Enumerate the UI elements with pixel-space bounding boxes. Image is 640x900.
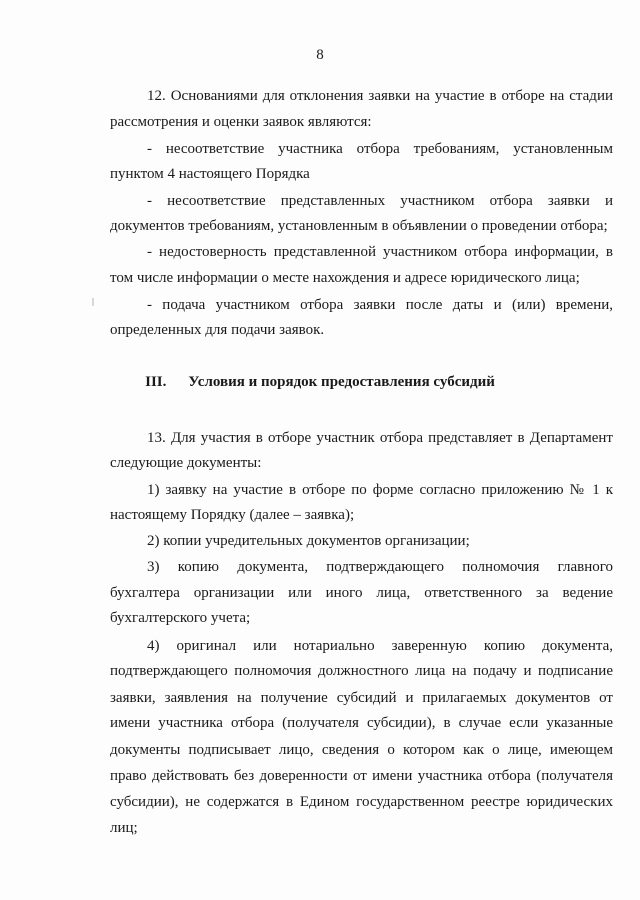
list-item-line: - несоответствие участника отбора требованиям, установленным bbox=[147, 141, 613, 157]
page-number: 8 bbox=[316, 47, 324, 63]
list-item-line: 3) копию документа, подтверждающего полномочия главного bbox=[147, 559, 613, 575]
paragraph-line: право действовать без доверенности от имени участника отбора (получателя bbox=[110, 768, 613, 784]
section-title: Условия и порядок предоставления субсидий bbox=[188, 374, 495, 390]
paragraph-line: рассмотрения и оценки заявок являются: bbox=[110, 114, 372, 130]
list-item-line: - подача участником отбора заявки после даты и (или) времени, bbox=[147, 297, 613, 313]
list-item-line: 2) копии учредительных документов организации; bbox=[147, 533, 470, 549]
paragraph-line: заявки, заявления на получение субсидий и прилагаемых документов от bbox=[110, 690, 613, 706]
paragraph-line: подтверждающего полномочия должностного лица на подачу и подписание bbox=[110, 663, 613, 679]
paragraph-line: 13. Для участия в отборе участник отбора представляет в Департамент bbox=[147, 430, 613, 446]
paragraph-line: документов требованиям, установленным в объявлении о проведении отбора; bbox=[110, 218, 608, 234]
list-item-line: 1) заявку на участие в отборе по форме согласно приложению № 1 к bbox=[147, 482, 613, 498]
paragraph-line: определенных для подачи заявок. bbox=[110, 322, 325, 338]
scan-artifact bbox=[92, 298, 94, 306]
paragraph-line: следующие документы: bbox=[110, 455, 262, 471]
paragraph-line: бухгалтера организации или иного лица, ответственного за ведение bbox=[110, 585, 613, 601]
paragraph-line: субсидии), не содержатся в Едином государственном реестре юридических bbox=[110, 794, 613, 810]
list-item-line: - недостоверность представленной участником отбора информации, в bbox=[147, 244, 613, 260]
paragraph-line: бухгалтерского учета; bbox=[110, 610, 251, 626]
list-item-line: 4) оригинал или нотариально заверенную копию документа, bbox=[147, 638, 613, 654]
paragraph-line: том числе информации о месте нахождения и адресе юридического лица; bbox=[110, 270, 580, 286]
paragraph-line: лиц; bbox=[110, 820, 138, 836]
paragraph-line: 12. Основаниями для отклонения заявки на участие в отборе на стадии bbox=[147, 88, 613, 104]
paragraph-line: пунктом 4 настоящего Порядка bbox=[110, 166, 310, 182]
section-number: III. bbox=[145, 374, 167, 390]
paragraph-line: имени участника отбора (получателя субсидии), в случае если указанные bbox=[110, 715, 613, 731]
paragraph-line: настоящему Порядку (далее – заявка); bbox=[110, 507, 355, 523]
section-heading bbox=[0, 372, 640, 392]
list-item-line: - несоответствие представленных участником отбора заявки и bbox=[147, 193, 613, 209]
paragraph-line: документы подписывает лицо, сведения о котором как о лице, имеющем bbox=[110, 742, 613, 758]
